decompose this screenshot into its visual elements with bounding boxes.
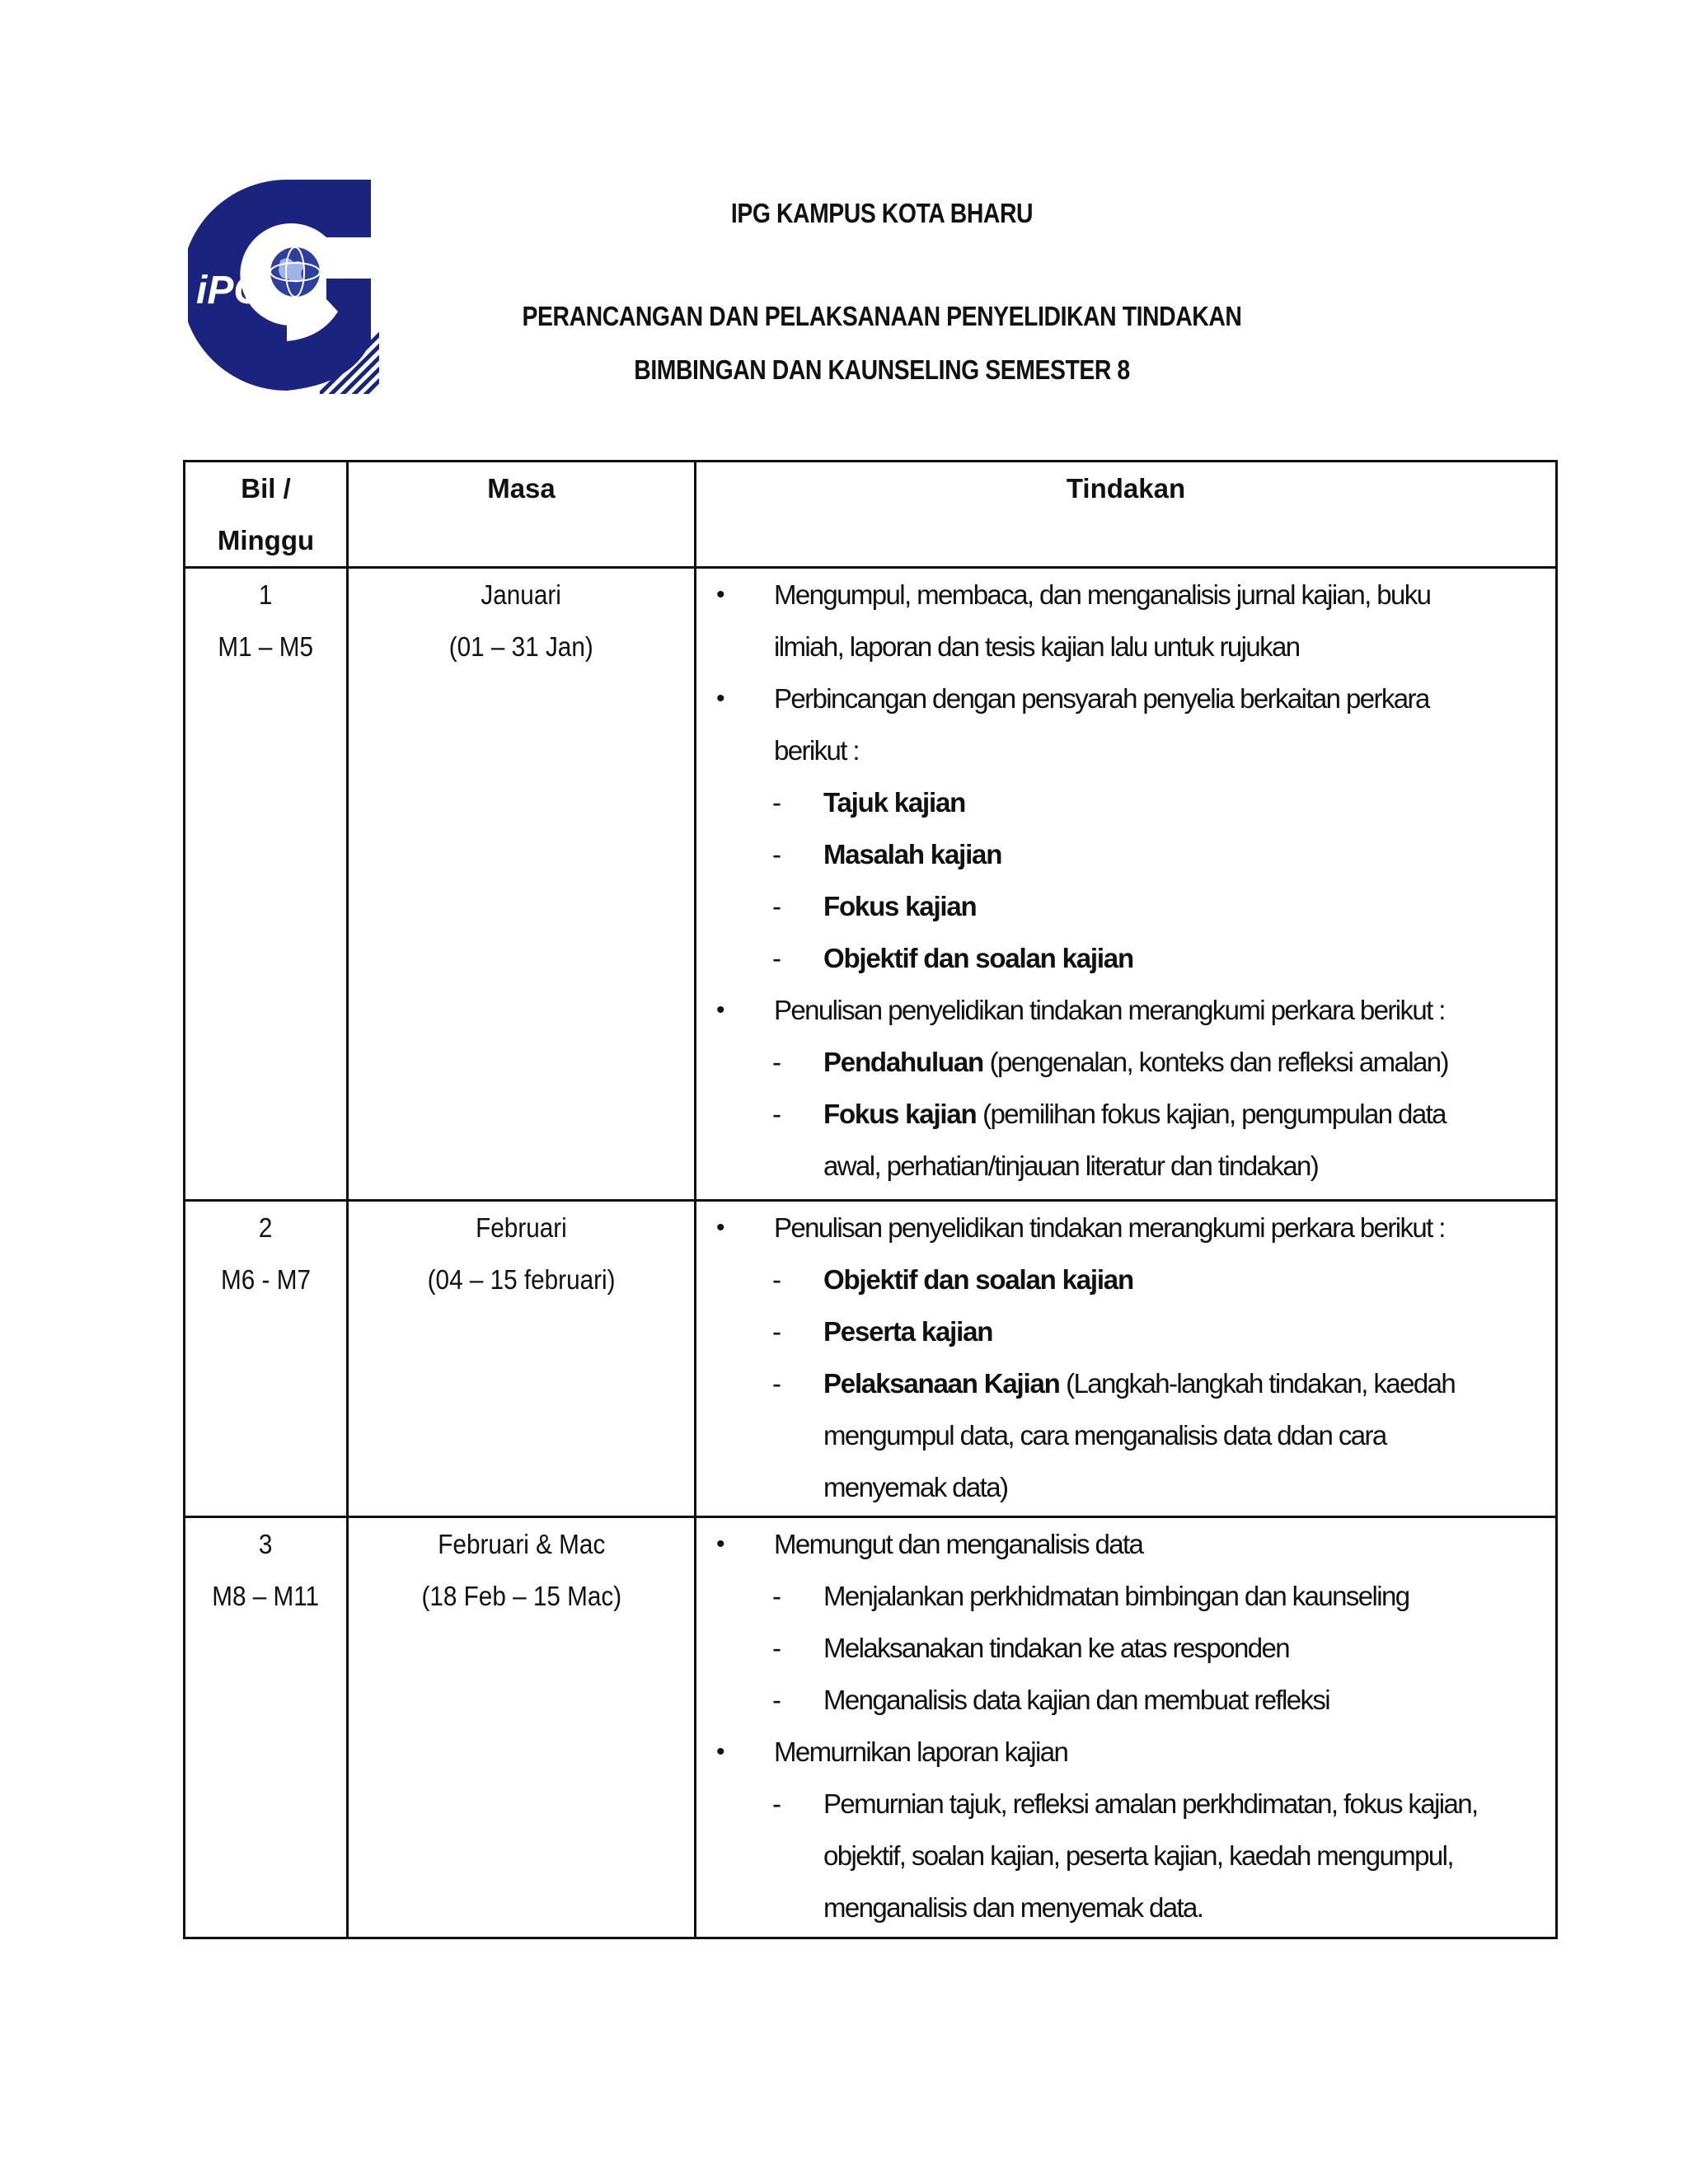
header-bil bbox=[185, 462, 348, 568]
sub-item-continuation bbox=[696, 1461, 1555, 1513]
minggu-range: M8 – M11 bbox=[212, 1581, 320, 1611]
sub-item-title: Pelaksanaan Kajian bbox=[823, 1368, 1060, 1399]
sub-item-title: Tajuk kajian bbox=[823, 787, 966, 818]
sub-item bbox=[696, 880, 1555, 932]
item-text: Perbincangan dengan pensyarah penyelia berkaitan perkara bbox=[774, 683, 1429, 714]
item-text: menganalisis dan menyemak data. bbox=[823, 1892, 1203, 1923]
masa-month: Februari bbox=[476, 1212, 567, 1243]
document-title-line1: PERANCANGAN DAN PELAKSANAAN PENYELIDIKAN TINDAKAN bbox=[522, 301, 1242, 331]
item-text: awal, perhatian/tinjauan literatur dan tindakan) bbox=[823, 1151, 1319, 1181]
bil-number: 1 bbox=[259, 579, 273, 610]
table-header-row bbox=[185, 462, 1557, 568]
masa-cell bbox=[348, 1201, 696, 1517]
table-row bbox=[185, 1201, 1557, 1517]
sub-item bbox=[696, 1088, 1555, 1140]
sub-item bbox=[696, 1305, 1555, 1357]
item-text: Pemurnian tajuk, refleksi amalan perkhdimatan, fokus kajian, bbox=[823, 1788, 1478, 1819]
sub-item bbox=[696, 776, 1555, 828]
sub-item-title: Masalah kajian bbox=[823, 839, 1002, 869]
masa-dates: (01 – 31 Jan) bbox=[448, 631, 594, 662]
item-text: mengumpul data, cara menganalisis data ddan cara bbox=[823, 1420, 1386, 1451]
sub-item-continuation bbox=[696, 1830, 1555, 1882]
item-text: Memungut dan menganalisis data bbox=[774, 1529, 1143, 1559]
masa-month: Januari bbox=[481, 579, 562, 610]
bullet-item bbox=[696, 569, 1555, 621]
item-text: Menjalankan perkhidmatan bimbingan dan kaunseling bbox=[823, 1581, 1409, 1611]
bil-number: 3 bbox=[259, 1529, 273, 1559]
item-text: menyemak data) bbox=[823, 1472, 1008, 1502]
masa-dates: (04 – 15 februari) bbox=[427, 1264, 616, 1295]
item-text: Melaksanakan tindakan ke atas responden bbox=[823, 1633, 1290, 1663]
item-text: objektif, soalan kajian, peserta kajian, kaedah mengumpul, bbox=[823, 1840, 1453, 1871]
sub-item bbox=[696, 1778, 1555, 1830]
sub-item-continuation bbox=[696, 1140, 1555, 1192]
sub-item bbox=[696, 1254, 1555, 1305]
item-text: Mengumpul, membaca, dan menganalisis jurnal kajian, buku bbox=[774, 579, 1431, 610]
bil-cell bbox=[185, 1201, 348, 1517]
header-bil-label: Bil / bbox=[241, 473, 291, 504]
sub-item bbox=[696, 1622, 1555, 1674]
sub-item-title: Fokus kajian bbox=[823, 1099, 977, 1129]
bil-cell bbox=[185, 568, 348, 1201]
table-row bbox=[185, 568, 1557, 1201]
masa-cell bbox=[348, 1517, 696, 1938]
bullet-item bbox=[696, 1202, 1555, 1254]
header-masa: Masa bbox=[348, 462, 696, 568]
item-text: Menganalisis data kajian dan membuat refleksi bbox=[823, 1685, 1330, 1715]
item-text: ilmiah, laporan dan tesis kajian lalu untuk rujukan bbox=[774, 631, 1300, 662]
table-row bbox=[185, 1517, 1557, 1938]
bil-cell bbox=[185, 1517, 348, 1938]
sub-item-continuation bbox=[696, 1882, 1555, 1933]
bil-number: 2 bbox=[259, 1212, 273, 1243]
sub-item bbox=[696, 828, 1555, 880]
minggu-range: M1 – M5 bbox=[218, 631, 314, 662]
bullet-item-continuation bbox=[696, 621, 1555, 673]
item-text: (pemilihan fokus kajian, pengumpulan data bbox=[976, 1099, 1446, 1129]
sub-item bbox=[696, 1036, 1555, 1088]
item-text: (pengenalan, konteks dan refleksi amalan) bbox=[983, 1047, 1448, 1077]
item-text: Penulisan penyelidikan tindakan merangkumi perkara berikut : bbox=[774, 1212, 1445, 1243]
sub-item bbox=[696, 932, 1555, 984]
masa-cell bbox=[348, 568, 696, 1201]
bullet-item bbox=[696, 1518, 1555, 1570]
institution-title: IPG KAMPUS KOTA BHARU bbox=[730, 198, 1034, 228]
masa-dates: (18 Feb – 15 Mac) bbox=[421, 1581, 621, 1611]
masa-month: Februari & Mac bbox=[437, 1529, 606, 1559]
sub-item-title: Objektif dan soalan kajian bbox=[823, 1264, 1133, 1295]
sub-item-title: Pendahuluan bbox=[823, 1047, 983, 1077]
item-text: berikut : bbox=[774, 735, 859, 766]
document-title-line2: BIMBINGAN DAN KAUNSELING SEMESTER 8 bbox=[634, 354, 1130, 385]
bullet-item bbox=[696, 984, 1555, 1036]
sub-item-title: Peserta kajian bbox=[823, 1316, 993, 1347]
bullet-item-continuation bbox=[696, 724, 1555, 776]
item-text: Memurnikan laporan kajian bbox=[774, 1736, 1068, 1767]
sub-item-title: Objektif dan soalan kajian bbox=[823, 943, 1133, 973]
tindakan-cell bbox=[696, 568, 1557, 1201]
sub-item bbox=[696, 1674, 1555, 1726]
item-text: Penulisan penyelidikan tindakan merangkumi perkara berikut : bbox=[774, 995, 1445, 1025]
header-tindakan: Tindakan bbox=[696, 462, 1557, 568]
sub-item bbox=[696, 1357, 1555, 1409]
sub-item-title: Fokus kajian bbox=[823, 891, 977, 921]
bullet-item bbox=[696, 1726, 1555, 1778]
bullet-item bbox=[696, 673, 1555, 724]
sub-item-continuation bbox=[696, 1409, 1555, 1461]
item-text: (Langkah-langkah tindakan, kaedah bbox=[1059, 1368, 1456, 1399]
tindakan-cell bbox=[696, 1201, 1557, 1517]
logo-text: iPG bbox=[196, 269, 265, 312]
sub-item bbox=[696, 1570, 1555, 1622]
tindakan-cell bbox=[696, 1517, 1557, 1938]
header-minggu-label: Minggu bbox=[217, 525, 315, 555]
minggu-range: M6 - M7 bbox=[221, 1264, 311, 1295]
plan-table bbox=[183, 460, 1558, 1939]
